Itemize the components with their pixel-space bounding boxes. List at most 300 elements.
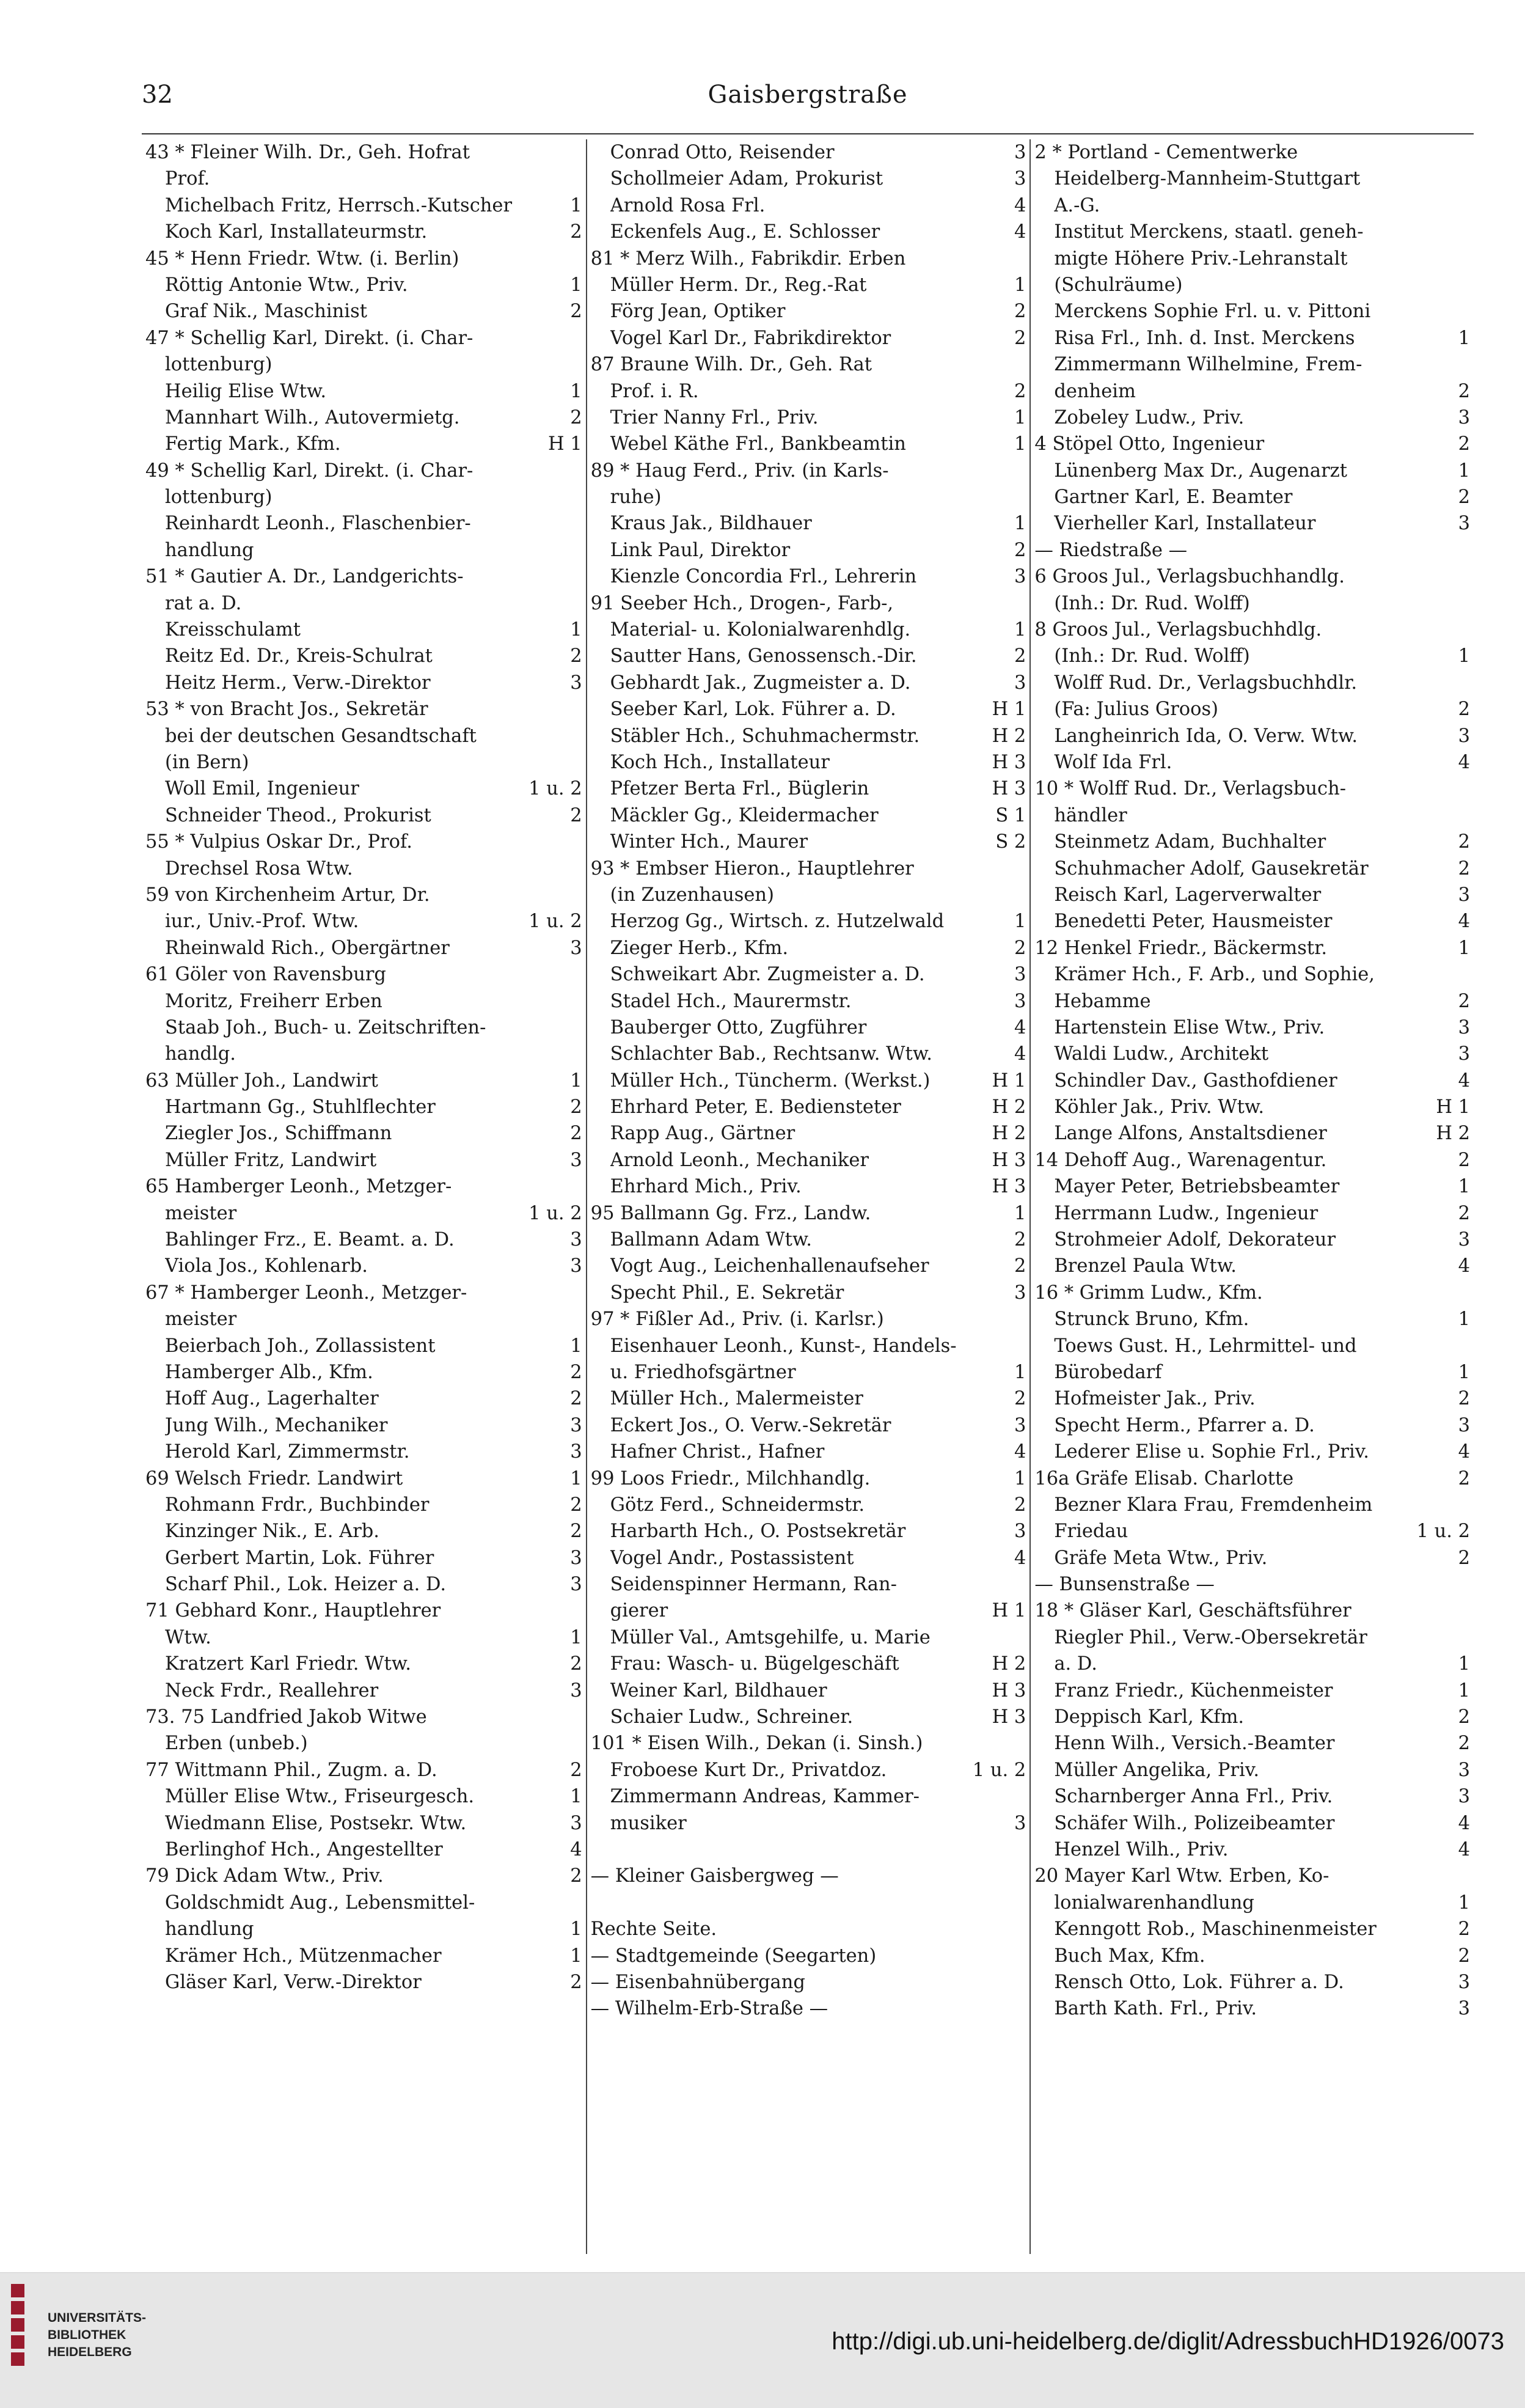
directory-entry [591, 351, 1026, 378]
entry-floor: 4 [1014, 1016, 1026, 1038]
directory-page [142, 78, 1474, 2254]
entry-text: Beierbach Joh., Zollassistent [165, 1335, 436, 1357]
directory-entry [145, 1890, 582, 1916]
directory-entry [591, 1598, 1026, 1624]
directory-entry [1034, 458, 1470, 484]
directory-entry [145, 1704, 582, 1730]
entry-floor: 2 [1458, 1202, 1471, 1224]
directory-entry [145, 802, 582, 829]
entry-text: 69 Welsch Friedr. Landwirt [145, 1467, 403, 1489]
directory-entry [145, 1492, 582, 1518]
directory-entry [145, 776, 582, 802]
entry-floor: 3 [1014, 1282, 1026, 1304]
entry-text: Mayer Peter, Betriebsbeamter [1054, 1176, 1340, 1198]
entry-text: Herold Karl, Zimmermstr. [165, 1441, 410, 1463]
entry-text: Benedetti Peter, Hausmeister [1054, 911, 1333, 933]
directory-entry [591, 405, 1026, 431]
entry-floor: 4 [1014, 194, 1026, 216]
entry-floor: 4 [1458, 911, 1471, 933]
entry-text: Ehrhard Peter, E. Bediensteter [610, 1096, 901, 1118]
directory-entry [591, 1041, 1026, 1067]
entry-text: Kienzle Concordia Frl., Lehrerin [610, 566, 917, 588]
entry-floor: 1 [1458, 1653, 1471, 1675]
directory-entry [591, 1280, 1026, 1306]
entry-text: Müller Herm. Dr., Reg.-Rat [610, 274, 867, 296]
entry-floor: 1 [1014, 619, 1026, 641]
directory-entry [145, 617, 582, 643]
entry-text: Rheinwald Rich., Obergärtner [165, 937, 450, 959]
entry-floor: 2 [570, 1759, 582, 1781]
directory-entry [145, 1173, 582, 1200]
directory-entry [591, 802, 1026, 829]
entry-floor: H 1 [992, 699, 1026, 721]
directory-entry [591, 1253, 1026, 1279]
directory-entry [145, 272, 582, 298]
entry-text: Förg Jean, Optiker [610, 301, 786, 323]
entry-floor: 1 [1014, 1202, 1026, 1224]
entry-floor: 1 [1014, 1467, 1026, 1489]
entry-text: Herzog Gg., Wirtsch. z. Hutzelwald [610, 911, 945, 933]
entry-text: musiker [610, 1812, 687, 1834]
entry-floor: 2 [570, 1494, 582, 1516]
entry-text: Fertig Mark., Kfm. [165, 433, 341, 455]
directory-entry [145, 1094, 582, 1120]
entry-text: Weiner Karl, Bildhauer [610, 1679, 827, 1701]
entry-text: denheim [1054, 380, 1136, 402]
directory-entry [591, 829, 1026, 855]
entry-text: 51 * Gautier A. Dr., Landgerichts- [145, 566, 464, 588]
entry-text: Bezner Klara Frau, Fremdenheim [1054, 1494, 1373, 1516]
entry-text: Buch Max, Kfm. [1054, 1945, 1205, 1967]
directory-entry [1034, 908, 1470, 934]
directory-entry [591, 935, 1026, 961]
entry-text: Lederer Elise u. Sophie Frl., Priv. [1054, 1441, 1369, 1463]
entry-text: Merckens Sophie Frl. u. v. Pittoni [1054, 301, 1371, 323]
directory-entry [145, 1200, 582, 1227]
directory-entry [591, 643, 1026, 669]
entry-floor: 1 [1458, 937, 1471, 959]
directory-entry [1034, 166, 1470, 192]
entry-text: — Eisenbahnübergang [590, 1971, 805, 1993]
entry-text: — Kleiner Gaisbergweg — [590, 1865, 839, 1887]
directory-entry [591, 776, 1026, 802]
directory-entry [145, 1333, 582, 1359]
directory-entry [1034, 670, 1470, 696]
directory-entry [1034, 776, 1470, 802]
entry-floor: 3 [570, 1255, 582, 1277]
directory-entry [591, 723, 1026, 749]
entry-floor: H 1 [547, 433, 582, 455]
directory-entry [591, 961, 1026, 988]
entry-text: Hoff Aug., Lagerhalter [165, 1388, 379, 1410]
entry-floor: 1 [570, 194, 582, 216]
entry-text: Heitz Herm., Verw.-Direktor [165, 672, 431, 694]
entry-text: 97 * Fißler Ad., Priv. (i. Karlsr.) [590, 1309, 884, 1331]
entry-floor: 1 [1014, 433, 1026, 455]
directory-entry [591, 431, 1026, 457]
directory-entry [591, 1969, 1026, 1995]
entry-text: Kratzert Karl Friedr. Wtw. [165, 1653, 411, 1675]
directory-entry [145, 510, 582, 537]
entry-text: Koch Karl, Installateurmstr. [165, 221, 428, 243]
entry-floor: 2 [1014, 1388, 1026, 1410]
directory-entry [1034, 1757, 1470, 1783]
entry-floor: 1 [570, 1070, 582, 1092]
entry-text: 67 * Hamberger Leonh., Metzger- [145, 1282, 467, 1304]
entry-text: — Wilhelm-Erb-Straße — [590, 1998, 828, 2020]
directory-entry [591, 1651, 1026, 1677]
directory-entry [1034, 1386, 1470, 1412]
entry-floor: 2 [1458, 831, 1471, 853]
entry-text: Eckenfels Aug., E. Schlosser [610, 221, 880, 243]
entry-text: 49 * Schellig Karl, Direkt. (i. Char- [145, 460, 474, 482]
directory-entry [145, 484, 582, 510]
entry-floor: 1 [570, 1945, 582, 1967]
directory-entry [145, 1783, 582, 1810]
directory-entry [591, 1200, 1026, 1227]
entry-floor: 3 [570, 1414, 582, 1436]
entry-text: Pfetzer Berta Frl., Büglerin [610, 778, 869, 800]
entry-floor: 2 [1458, 857, 1471, 879]
directory-entry [1034, 246, 1470, 272]
directory-entry [145, 139, 582, 166]
directory-entry [1034, 1624, 1470, 1651]
entry-floor: 2 [1458, 486, 1471, 508]
directory-entry [1034, 723, 1470, 749]
directory-entry [145, 1439, 582, 1465]
directory-entry [591, 298, 1026, 325]
entry-text: Michelbach Fritz, Herrsch.-Kutscher [165, 194, 513, 216]
entry-floor: 1 [1014, 274, 1026, 296]
entry-floor: 1 [570, 1918, 582, 1940]
entry-text: Eckert Jos., O. Verw.-Sekretär [610, 1414, 891, 1436]
entry-floor: 3 [570, 672, 582, 694]
directory-entry [145, 1518, 582, 1544]
entry-text: Heidelberg-Mannheim-Stuttgart [1054, 168, 1361, 190]
entry-text: Röttig Antonie Wtw., Priv. [165, 274, 408, 296]
entry-text: 12 Henkel Friedr., Bäckermstr. [1034, 937, 1328, 959]
entry-floor: 3 [1014, 1414, 1026, 1436]
directory-entry [145, 378, 582, 405]
entry-text: Riegler Phil., Verw.-Obersekretär [1054, 1626, 1367, 1648]
directory-entry [1034, 1598, 1470, 1624]
entry-floor: H 3 [992, 751, 1026, 773]
entry-floor: 1 [570, 380, 582, 402]
entry-floor: 1 [1458, 1679, 1471, 1701]
directory-entry [145, 1466, 582, 1492]
directory-entry [591, 1837, 1026, 1863]
column-right [1029, 139, 1474, 2254]
entry-text: Webel Käthe Frl., Bankbeamtin [610, 433, 906, 455]
entry-text: Hafner Christ., Hafner [610, 1441, 825, 1463]
entry-text: — Stadtgemeinde (Seegarten) [590, 1945, 877, 1967]
directory-entry [1034, 1094, 1470, 1120]
entry-text: Conrad Otto, Reisender [610, 142, 835, 163]
directory-entry [1034, 935, 1470, 961]
entry-floor: H 2 [992, 1653, 1026, 1675]
directory-entry [145, 1068, 582, 1094]
entry-text: 16a Gräfe Elisab. Charlotte [1034, 1467, 1294, 1489]
entry-floor: 2 [1458, 1467, 1471, 1489]
directory-entry [145, 1969, 582, 1995]
directory-entry [591, 1173, 1026, 1200]
entry-floor: 1 u. 2 [1416, 1521, 1471, 1543]
directory-entry [1034, 219, 1470, 245]
directory-entry [591, 1306, 1026, 1332]
entry-floor: 1 [570, 1626, 582, 1648]
entry-text: Gläser Karl, Verw.-Direktor [165, 1971, 422, 1993]
entry-floor: 1 [570, 619, 582, 641]
directory-entry [145, 1757, 582, 1783]
directory-entry [591, 1094, 1026, 1120]
entry-text: lottenburg) [165, 486, 272, 508]
directory-entry [145, 961, 582, 988]
entry-floor: H 3 [992, 1679, 1026, 1701]
entry-floor: 1 u. 2 [972, 1759, 1026, 1781]
directory-entry [145, 1120, 582, 1147]
entry-text: Specht Phil., E. Sekretär [610, 1282, 844, 1304]
entry-floor: H 2 [992, 1096, 1026, 1118]
entry-floor: 1 u. 2 [528, 1202, 582, 1224]
entry-text: 20 Mayer Karl Wtw. Erben, Ko- [1034, 1865, 1329, 1887]
directory-entry [145, 670, 582, 696]
entry-floor: H 3 [992, 778, 1026, 800]
directory-entry [145, 1624, 582, 1651]
directory-entry [1034, 617, 1470, 643]
entry-floor: 3 [1458, 1016, 1471, 1038]
column-middle [586, 139, 1030, 2254]
entry-floor: 1 [570, 1335, 582, 1357]
entry-text: meister [165, 1309, 237, 1331]
entry-floor: 1 [570, 1467, 582, 1489]
entry-floor: 3 [1458, 1414, 1471, 1436]
entry-text: Prof. [165, 168, 210, 190]
directory-entry [591, 1147, 1026, 1173]
entry-floor: H 2 [1436, 1123, 1471, 1145]
entry-text: Henn Wilh., Versich.-Beamter [1054, 1733, 1335, 1755]
directory-entry [591, 1704, 1026, 1730]
entry-text: Lange Alfons, Anstaltsdiener [1054, 1123, 1327, 1145]
entry-text: Herrmann Ludw., Ingenieur [1054, 1202, 1318, 1224]
entry-text: Heilig Elise Wtw. [165, 380, 327, 402]
directory-entry [591, 1068, 1026, 1094]
directory-entry [145, 1227, 582, 1253]
entry-floor: H 3 [992, 1149, 1026, 1171]
directory-entry [145, 643, 582, 669]
directory-entry [1034, 1147, 1470, 1173]
entry-text: Zieger Herb., Kfm. [610, 937, 789, 959]
entry-text: 10 * Wolff Rud. Dr., Verlagsbuch- [1034, 778, 1347, 800]
entry-text: 87 Braune Wilh. Dr., Geh. Rat [590, 354, 872, 376]
entry-floor: 1 [1458, 460, 1471, 482]
entry-text: Arnold Rosa Frl. [610, 194, 766, 216]
entry-text: (Inh.: Dr. Rud. Wolff) [1054, 592, 1250, 614]
entry-text: meister [165, 1202, 237, 1224]
entry-text: 63 Müller Joh., Landwirt [145, 1070, 378, 1092]
entry-text: Waldi Ludw., Architekt [1054, 1043, 1269, 1065]
entry-text: Müller Elise Wtw., Friseurgesch. [165, 1786, 475, 1808]
directory-columns [142, 139, 1474, 2254]
entry-text: (Inh.: Dr. Rud. Wolff) [1054, 645, 1250, 667]
entry-floor: H 2 [992, 725, 1026, 747]
entry-floor: 1 [570, 274, 582, 296]
library-logo-icon [11, 2284, 24, 2376]
entry-floor: 2 [1014, 301, 1026, 323]
entry-text: Schlachter Bab., Rechtsanw. Wtw. [610, 1043, 932, 1065]
directory-entry [591, 458, 1026, 484]
entry-text: Bürobedarf [1054, 1361, 1162, 1383]
entry-floor: 2 [1458, 1945, 1471, 1967]
entry-text: gierer [610, 1600, 668, 1622]
directory-entry [1034, 1068, 1470, 1094]
directory-entry [145, 723, 582, 749]
entry-text: Graf Nik., Maschinist [165, 301, 367, 323]
entry-text: Mannhart Wilh., Autovermietg. [165, 406, 460, 428]
directory-entry [1034, 563, 1470, 590]
entry-floor: 3 [570, 1547, 582, 1569]
directory-entry [591, 1333, 1026, 1359]
entry-floor: S 1 [995, 804, 1026, 826]
entry-floor: 3 [1458, 1043, 1471, 1065]
entry-text: Zimmermann Wilhelmine, Frem- [1054, 354, 1362, 376]
entry-floor: 2 [570, 645, 582, 667]
entry-floor: 4 [1458, 1255, 1471, 1277]
directory-entry [591, 1730, 1026, 1756]
entry-floor: S 2 [995, 831, 1026, 853]
source-url-link[interactable]: http://digi.ub.uni-heidelberg.de/diglit/AdressbuchHD1926/0073 [832, 2328, 1504, 2355]
entry-text: Deppisch Karl, Kfm. [1054, 1706, 1245, 1728]
entry-text: Ballmann Adam Wtw. [610, 1229, 813, 1251]
entry-text: Franz Friedr., Küchenmeister [1054, 1679, 1333, 1701]
entry-text: Zimmermann Andreas, Kammer- [610, 1786, 920, 1808]
entry-floor: 4 [1458, 751, 1471, 773]
entry-text: Harbarth Hch., O. Postsekretär [610, 1521, 906, 1543]
entry-text: Woll Emil, Ingenieur [165, 778, 359, 800]
entry-text: — Bunsenstraße — [1034, 1574, 1215, 1596]
entry-text: händler [1054, 804, 1127, 826]
directory-entry [145, 166, 582, 192]
entry-floor: 2 [1458, 699, 1471, 721]
directory-entry [1034, 643, 1470, 669]
entry-text: 95 Ballmann Gg. Frz., Landw. [590, 1202, 871, 1224]
entry-text: 16 * Grimm Ludw., Kfm. [1034, 1282, 1263, 1304]
directory-entry [145, 1359, 582, 1386]
entry-text: 79 Dick Adam Wtw., Priv. [145, 1865, 384, 1887]
directory-entry [145, 935, 582, 961]
entry-text: Institut Merckens, staatl. geneh- [1054, 221, 1364, 243]
entry-text: 4 Stöpel Otto, Ingenieur [1034, 433, 1265, 455]
entry-text: Strohmeier Adolf, Dekorateur [1054, 1229, 1336, 1251]
entry-text: Koch Hch., Installateur [610, 751, 830, 773]
directory-entry [591, 1678, 1026, 1704]
entry-text: u. Friedhofsgärtner [610, 1361, 796, 1383]
column-left [142, 139, 586, 2254]
entry-text: Kreisschulamt [165, 619, 301, 641]
entry-floor: 3 [1014, 1812, 1026, 1834]
directory-entry [1034, 1306, 1470, 1332]
directory-entry [591, 1412, 1026, 1439]
entry-text: handlung [165, 1918, 254, 1940]
entry-text: Seidenspinner Hermann, Ran- [610, 1574, 897, 1596]
entry-floor: 4 [1014, 1441, 1026, 1463]
entry-floor: 3 [1458, 884, 1471, 906]
entry-text: Kraus Jak., Bildhauer [610, 513, 812, 535]
entry-text: Hebamme [1054, 990, 1151, 1012]
entry-floor: 2 [1458, 1547, 1471, 1569]
directory-entry [1034, 510, 1470, 537]
entry-text: Gerbert Martin, Lok. Führer [165, 1547, 434, 1569]
entry-floor: 2 [1014, 327, 1026, 349]
entry-text: Scharnberger Anna Frl., Priv. [1054, 1786, 1333, 1808]
entry-floor: 4 [1014, 221, 1026, 243]
entry-text: (in Bern) [165, 751, 249, 773]
entry-text: Eisenhauer Leonh., Kunst-, Handels- [610, 1335, 957, 1357]
entry-floor: 1 [1014, 406, 1026, 428]
entry-floor: 3 [1014, 964, 1026, 986]
entry-text: Hartenstein Elise Wtw., Priv. [1054, 1016, 1325, 1038]
directory-entry [145, 696, 582, 722]
entry-floor: 3 [1458, 1971, 1471, 1993]
entry-text: 8 Groos Jul., Verlagsbuchhdlg. [1034, 619, 1322, 641]
entry-text: (Schulräume) [1054, 274, 1183, 296]
entry-floor: 2 [1014, 1494, 1026, 1516]
entry-text: Sautter Hans, Genossensch.-Dir. [610, 645, 917, 667]
entry-text: 14 Dehoff Aug., Warenagentur. [1034, 1149, 1327, 1171]
entry-text: Toews Gust. H., Lehrmittel- und [1054, 1335, 1357, 1357]
directory-entry [591, 166, 1026, 192]
directory-entry [1034, 988, 1470, 1015]
directory-entry [591, 1359, 1026, 1386]
directory-entry [1034, 272, 1470, 298]
directory-entry [145, 1306, 582, 1332]
entry-text: 45 * Henn Friedr. Wtw. (i. Berlin) [145, 248, 459, 270]
directory-entry [1034, 1280, 1470, 1306]
page-header [142, 78, 1474, 134]
directory-entry [145, 351, 582, 378]
entry-floor: 2 [570, 1653, 582, 1675]
entry-text: Reisch Karl, Lagerverwalter [1054, 884, 1322, 906]
directory-entry [145, 1280, 582, 1306]
entry-text: Gebhardt Jak., Zugmeister a. D. [610, 672, 911, 694]
entry-floor: 4 [1014, 1547, 1026, 1569]
entry-floor: H 3 [992, 1176, 1026, 1198]
directory-entry [145, 1943, 582, 1969]
directory-entry [591, 1890, 1026, 1916]
directory-entry [1034, 1890, 1470, 1916]
entry-floor: 3 [1458, 406, 1471, 428]
entry-text: Schneider Theod., Prokurist [165, 804, 431, 826]
entry-text: Müller Fritz, Landwirt [165, 1149, 377, 1171]
directory-entry [1034, 1333, 1470, 1359]
directory-entry [591, 193, 1026, 219]
directory-entry [1034, 1810, 1470, 1837]
directory-entry [591, 1571, 1026, 1598]
entry-text: Brenzel Paula Wtw. [1054, 1255, 1237, 1277]
entry-text: Reitz Ed. Dr., Kreis-Schulrat [165, 645, 433, 667]
entry-floor: 3 [1014, 1521, 1026, 1543]
entry-text: handlung [165, 539, 254, 561]
directory-entry [145, 749, 582, 776]
directory-entry [591, 1624, 1026, 1651]
directory-entry [145, 1253, 582, 1279]
entry-floor: 3 [1458, 1229, 1471, 1251]
entry-text: Frau: Wasch- u. Bügelgeschäft [610, 1653, 899, 1675]
directory-entry [145, 1598, 582, 1624]
entry-text: Schindler Dav., Gasthofdiener [1054, 1070, 1337, 1092]
entry-text: iur., Univ.-Prof. Wtw. [165, 911, 359, 933]
directory-entry [591, 1916, 1026, 1942]
directory-entry [591, 1810, 1026, 1837]
